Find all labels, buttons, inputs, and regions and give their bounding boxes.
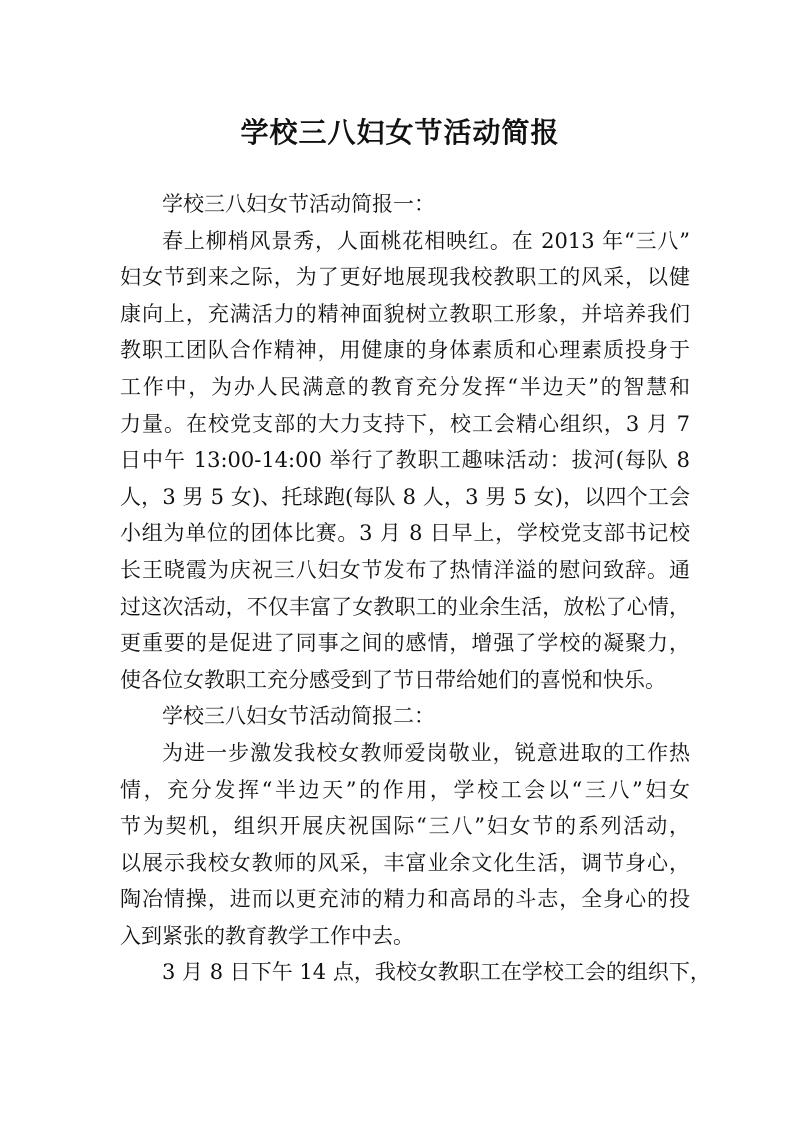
text-line: 过这次活动，不仅丰富了女教职工的业余生活，放松了心情，: [120, 594, 690, 619]
text-line: 康向上，充满活力的精神面貌树立教职工形象，并培养我们: [120, 301, 690, 326]
text-line: 工作中，为办人民满意的教育充分发挥“半边天”的智慧和: [120, 374, 690, 399]
text-line: 春上柳梢风景秀，人面桃花相映红。在 2013 年“三八”: [162, 228, 690, 253]
text-line: 以展示我校女教师的风采，丰富业余文化生活，调节身心，: [120, 850, 690, 875]
text-line: 节为契机，组织开展庆祝国际“三八”妇女节的系列活动，: [120, 814, 690, 839]
document-body: [120, 186, 711, 991]
text-line: 为进一步激发我校女教师爱岗敬业，锐意进取的工作热: [162, 740, 690, 765]
text-line: 学校三八妇女节活动简报一：: [162, 192, 435, 216]
text-line: 日中午 13:00-14:00 举行了教职工趣味活动：拔河(每队 8: [120, 448, 690, 473]
text-line: 3 月 8 日下午 14 点，我校女教职工在学校工会的组织下，: [162, 960, 711, 985]
paragraph-1: [120, 223, 690, 699]
text-line: 陶冶情操，进而以更充沛的精力和高昂的斗志，全身心的投: [120, 887, 690, 912]
text-line: 人，3 男 5 女)、托球跑(每队 8 人，3 男 5 女)，以四个工会: [120, 484, 690, 509]
text-line: 情，充分发挥“半边天”的作用，学校工会以“三八”妇女: [120, 777, 690, 802]
text-line: 入到紧张的教育教学工作中去。: [120, 923, 414, 948]
text-line: 力量。在校党支部的大力支持下，校工会精心组织，3 月 7: [120, 411, 690, 436]
text-line: 长王晓霞为庆祝三八妇女节发布了热情洋溢的慰问致辞。通: [120, 557, 690, 582]
document-title: 学校三八妇女节活动简报: [240, 115, 560, 149]
section-heading-2: [120, 698, 690, 735]
text-line: 学校三八妇女节活动简报二：: [162, 704, 435, 729]
text-line: 使各位女教职工充分感受到了节日带给她们的喜悦和快乐。: [120, 667, 666, 692]
text-line: 教职工团队合作精神，用健康的身体素质和心理素质投身于: [120, 338, 690, 363]
section-heading-1: [120, 186, 690, 223]
text-line: 更重要的是促进了同事之间的感情，增强了学校的凝聚力，: [120, 631, 690, 656]
text-line: 妇女节到来之际，为了更好地展现我校教职工的风采，以健: [120, 265, 690, 290]
paragraph-3: [120, 954, 711, 991]
text-line: 小组为单位的团体比赛。3 月 8 日早上，学校党支部书记校: [120, 521, 690, 546]
paragraph-2: [120, 735, 690, 955]
